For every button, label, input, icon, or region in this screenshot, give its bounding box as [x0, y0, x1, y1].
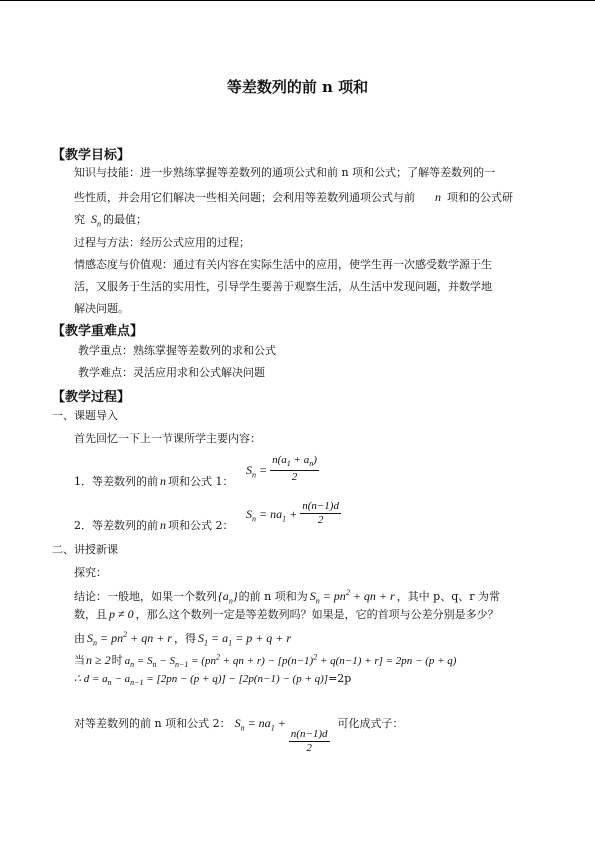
- part2-heading: 二、讲授新课: [52, 543, 118, 556]
- top-rule: [0, 0, 595, 1]
- last-line: 对等差数列的前 n 项和公式 2： $S_n = na_1$ + $\frac{n(n-1)d}{2}$ 可化成式子：: [74, 716, 404, 754]
- goals-line-1: 知识与技能：进一步熟练掌握等差数列的通项公式和前 n 项和公式；了解等差数列的一: [74, 166, 496, 179]
- formula1: $S_n$ = $\frac{n(a_1 + a_n)}{2}$: [246, 454, 317, 484]
- conclusion-line-1: 结论：一般地，如果一个数列$\{a_n\}$的前 n 项和为 $S_n = pn^2$ + qn + r ，其中 p、q、r 为常: [74, 588, 501, 606]
- conclusion-line-2: 数，且 p ≠ 0 ，那么这个数列一定是等差数列吗？如果是，它的首项与公差分别是多少？: [74, 607, 499, 621]
- process-heading: 【教学过程】: [52, 390, 131, 405]
- goals-line-7: 解决问题。: [74, 302, 129, 315]
- explore-label: 探究：: [74, 566, 107, 579]
- part1-heading: 一、课题导入: [52, 409, 118, 422]
- goals-line-3: 究 $S_n$ 的最值；: [74, 212, 147, 229]
- goals-line-6: 活，又服务于生活的实用性，引导学生要善于观察生活，从生活中发现问题，并数学地: [74, 280, 492, 293]
- goals-line-2: 些性质，并会用它们解决一些相关问题；会利用等差数列通项公式与前 n 项和的公式研: [74, 190, 513, 204]
- derivation-line-3: ∴ $d = a_n - a_{n-1} = [2pn - (p + q)] - [2p(n-1) - (p + q)]=2p$: [74, 672, 352, 688]
- goals-heading: 【教学目标】: [52, 148, 131, 163]
- derivation-line-1: 由 $S_n = pn^2$ + qn + r ，得 $S_1 = a_1 = p + q + r$: [74, 630, 292, 648]
- formula2-label: 2．等差数列的前 n 项和公式 2：: [74, 518, 234, 532]
- goals-line-4: 过程与方法：经历公式应用的过程；: [74, 236, 250, 249]
- key-difficulty: 教学难点：灵活应用求和公式解决问题: [78, 366, 265, 379]
- derivation-line-2: 当n ≥ 2时 $a_n = S_n - S_{n-1} = (pn^2$ + qn + $r) - [p(n-1)^2 + q(n-1) + r] = 2pn - (p + q)$: [74, 652, 457, 669]
- goals-line-5: 情感态度与价值观：通过有关内容在实际生活中的应用，使学生再一次感受数学源于生: [74, 258, 492, 271]
- key-heading: 【教学重难点】: [52, 324, 144, 339]
- page-title: 等差数列的前 n 项和: [226, 78, 369, 96]
- key-focus: 教学重点：熟练掌握等差数列的求和公式: [78, 344, 276, 357]
- recall-text: 首先回忆一下上一节课所学主要内容：: [74, 432, 261, 445]
- formula1-label: 1．等差数列的前 n 项和公式 1：: [74, 474, 234, 488]
- formula2: $S_n = na_1$ + $\frac{n(n-1)d}{2}$: [246, 500, 339, 526]
